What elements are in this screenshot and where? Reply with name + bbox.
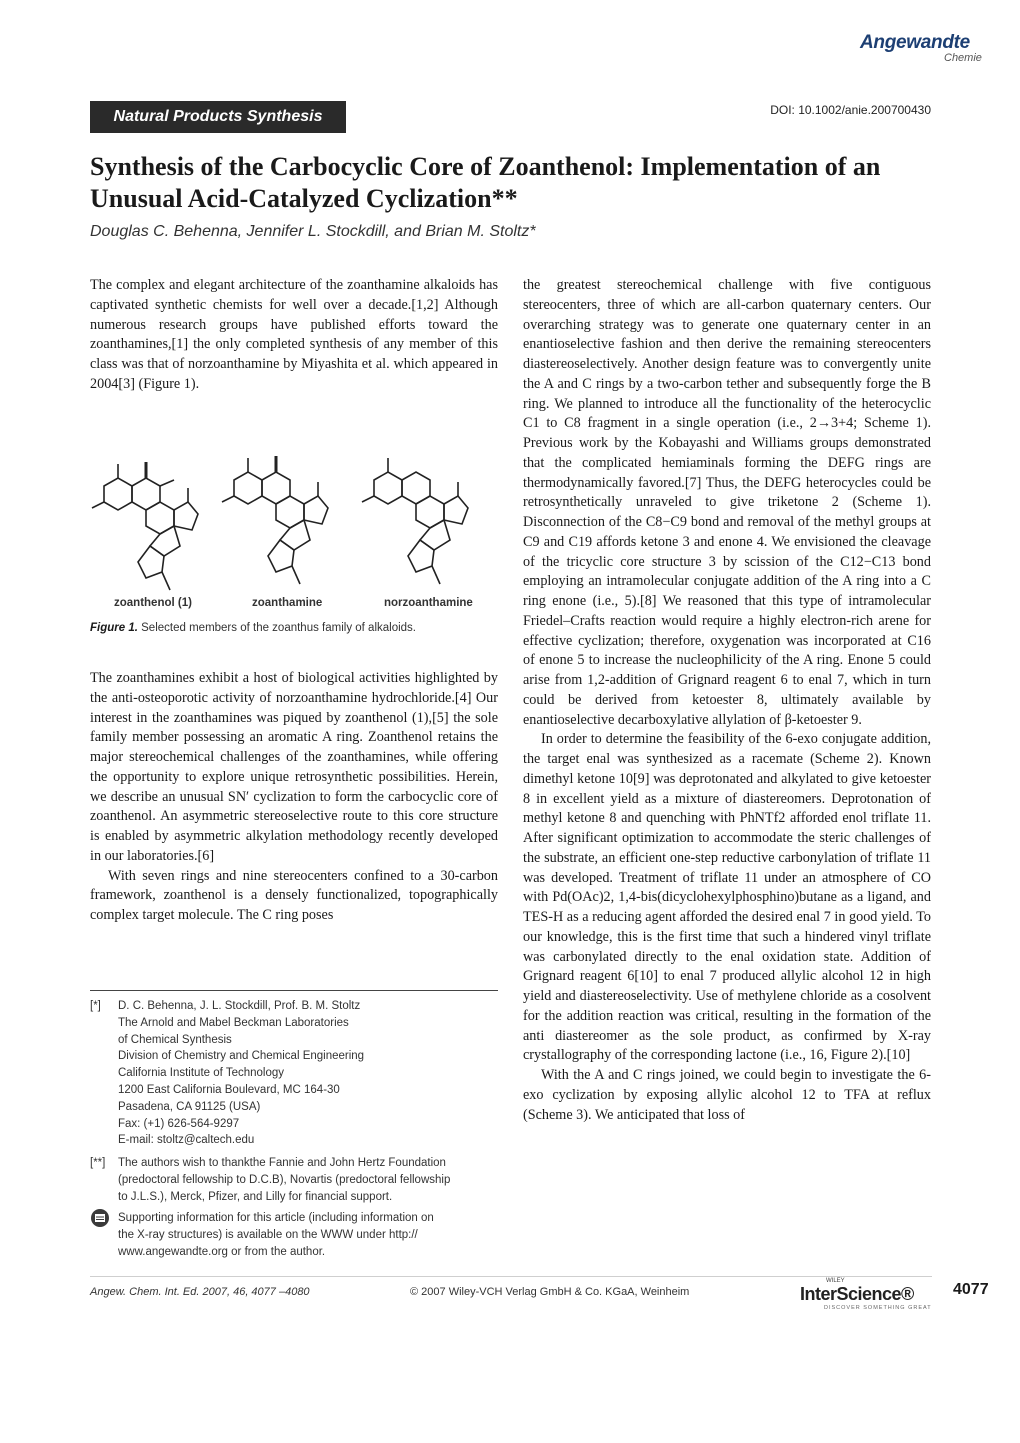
acknowledgment-mark: [**] <box>90 1157 106 1169</box>
paragraph: the greatest stereochemical challenge with five contiguous stereocenters, three of which are all-carbon quaternary centers. Our overarching strategy was to generate one quaternary center in an enantioselective fashion and then derive the remaining stereocenters diastereoselectively. Another design feature was to convergently unite the A and C rings by a two-carbon tether and subsequently forge the B ring. We planned to introduce all the functionality of the heterocyclic C1 to C8 fragment in a single operation (i.e., 2→3+4; Scheme 1). Previous work by the Kobayashi and Williams groups demonstrated that the complicated hemiaminals forming the DEFG rings are thermodynamically favored.[7] Thus, the DEFG heterocycles could be retrosynthetically unraveled to give triketone 2 (Scheme 1). Disconnection of the C8−C9 bond and removal of the methyl groups at C9 and C19 affords ketone 3 and enone 4. We envisioned the cleavage of the tricyclic core structure 3 by scission of the C12−C13 bond employing an intramolecular conjugate addition of the A ring into a C ring enone (i.e., 5).[8] We reasoned that this type of intramolecular Friedel–Crafts reaction would require a highly electron-rich arene for effective cyclization; therefore, oxygenation was incorporated at C16 of enone 5 to increase the nucleophilicity of the A ring. Enone 5 could arise from 1,2-addition of Grignard reagent 6 to enal 7, which in turn could be derived from ketoester 8, ultimately available by enantioselective decarboxylative allylation of β-ketoester 9. <box>523 277 931 728</box>
affiliation-line: The Arnold and Mabel Beckman Laboratories <box>118 1016 349 1029</box>
right-column <box>523 276 931 1125</box>
interscience-wiley-text: WILEY <box>826 1278 845 1284</box>
article-title: Synthesis of the Carbocyclic Core of Zoanthenol: Implementation of an Unusual Acid-Catalyzed Cyclization** <box>90 152 881 213</box>
footer-rule <box>90 1276 932 1277</box>
section-tag: Natural Products Synthesis <box>90 101 346 133</box>
acknowledgment-line: to J.L.S.), Merck, Pfizer, and Lilly for financial support. <box>118 1190 393 1203</box>
figure-1-caption <box>90 622 416 634</box>
affiliation-line: California Institute of Technology <box>118 1067 284 1080</box>
figure-label-zoanthenol: zoanthenol (1) <box>114 597 192 609</box>
zoanthenol-structure <box>92 462 198 590</box>
interscience-tagline: DISCOVER SOMETHING GREAT <box>824 1305 932 1311</box>
acknowledgment-footnote <box>118 1155 498 1205</box>
supporting-info-footnote <box>118 1210 498 1260</box>
affiliation-line: 1200 East California Boulevard, MC 164-30 <box>118 1083 340 1096</box>
journal-logo-word: Angewandte <box>860 32 970 53</box>
figure-label-zoanthamine: zoanthamine <box>252 597 323 609</box>
doi: DOI: 10.1002/anie.200700430 <box>770 103 931 117</box>
paragraph: With the A and C rings joined, we could begin to investigate the 6-exo cyclization by exposing allylic alcohol 12 to TFA at reflux (Scheme 3). We anticipated that loss of <box>523 1067 931 1123</box>
footer-citation: Angew. Chem. Int. Ed. 2007, 46, 4077 –4080 <box>90 1286 310 1298</box>
zoanthamine-structure <box>222 456 328 584</box>
affiliation-line: Division of Chemistry and Chemical Engineering <box>118 1050 365 1063</box>
figure-1-caption-prefix: Figure 1. <box>90 622 138 634</box>
article-authors: Douglas C. Behenna, Jennifer L. Stockdill, and Brian M. Stoltz* <box>90 223 536 240</box>
supporting-info-line: Supporting information for this article (including information on <box>118 1212 434 1224</box>
norzoanthamine-structure <box>362 458 468 584</box>
figure-1-structures <box>84 418 504 618</box>
footnote-rule <box>90 990 498 991</box>
paragraph: The complex and elegant architecture of the zoanthamine alkaloids has captivated synthetic chemists for well over a decade.[1,2] Although numerous research groups have published efforts toward the zoanthamines,[1] the only completed synthesis of any member of this class was that of norzoanthamine by Miyashita et al. which appeared in 2004[3] (Figure 1). <box>90 277 498 392</box>
figure-label-norzoanthamine: norzoanthamine <box>384 597 473 609</box>
supporting-info-icon <box>90 1208 110 1228</box>
left-column-mid <box>90 669 498 926</box>
supporting-info-line: the X-ray structures) is available on the WWW under http:// <box>118 1228 418 1241</box>
affiliation-line: E-mail: stoltz@caltech.edu <box>118 1134 255 1147</box>
acknowledgment-line: The authors wish to thankthe Fannie and John Hertz Foundation <box>118 1157 446 1169</box>
page-number: 4077 <box>953 1281 989 1298</box>
paragraph: The zoanthamines exhibit a host of biological activities highlighted by the anti-osteoporotic activity of norzoanthamine hydrochloride.[4] Our interest in the zoanthamines was piqued by zoanthenol (1),[5] the sole family member possessing an aromatic A ring. Zoanthenol retains the major stereochemical challenges of the zoanthamines, while offering the opportunity to explore unique retrosynthetic possibilities. Herein, we describe an unusual SN′ cyclization to form the carbocyclic core of zoanthenol. An asymmetric stereoselective route to this core structure is enabled by asymmetric alkylation methodology recently developed in our laboratories.[6] <box>90 670 498 864</box>
interscience-logo <box>800 1278 932 1311</box>
paragraph: In order to determine the feasibility of the 6-exo conjugate addition, the target enal was synthesized as a racemate (Scheme 2). Known dimethyl ketone 10[9] was deprotonated and alkylated to give ketoester 8 in excellent yield as a mixture of diastereomers. Deprotonation of methyl ketone 8 and quenching with PhNTf2 afforded enol triflate 11. After significant optimization to accommodate the steric challenges of the substrate, an efficient one-step reductive carbonylation of triflate 11 was developed. Treatment of triflate 11 under an atmosphere of CO with Pd(OAc)2, 1,4-bis(dicyclohexylphosphino)butane as a ligand, and TES-H as a reducing agent afforded the desired enal 7 in good yield. To our knowledge, this is the first time that such a hindered vinyl triflate was carbonylated directly to the enal oxidation state. Addition of Grignard reagent 6[10] to enal 7 produced allylic alcohol 12 in high yield and diastereoselectivity. Use of methylene chloride as a cosolvent for the addition reaction was critical, resulting in the formation of the anti diastereomer as the sole product, as confirmed by X-ray crystallography of the corresponding lactone (i.e., 16, Figure 2).[10] <box>523 731 931 1064</box>
figure-1-caption-text: Selected members of the zoanthus family of alkaloids. <box>141 622 417 634</box>
left-column-top <box>90 276 498 395</box>
interscience-brand-text: InterScience® <box>800 1284 914 1304</box>
journal-logo-sub: Chemie <box>944 52 982 64</box>
affiliation-line: D. C. Behenna, J. L. Stockdill, Prof. B. M. Stoltz <box>118 1000 361 1012</box>
supporting-info-line: www.angewandte.org or from the author. <box>118 1245 326 1258</box>
affiliation-line: Pasadena, CA 91125 (USA) <box>118 1100 261 1113</box>
acknowledgment-line: (predoctoral fellowship to D.C.B), Novartis (predoctoral fellowship <box>118 1173 451 1186</box>
affiliation-footnote <box>118 998 498 1149</box>
affiliation-line: Fax: (+1) 626-564-9297 <box>118 1117 240 1130</box>
affiliation-line: of Chemical Synthesis <box>118 1033 232 1046</box>
paragraph: With seven rings and nine stereocenters confined to a 30-carbon framework, zoanthenol is a densely functionalized, topographically complex target molecule. The C ring poses <box>90 867 498 923</box>
affiliation-mark: [*] <box>90 1000 101 1012</box>
footer-copyright: © 2007 Wiley-VCH Verlag GmbH & Co. KGaA, Weinheim <box>410 1286 690 1298</box>
